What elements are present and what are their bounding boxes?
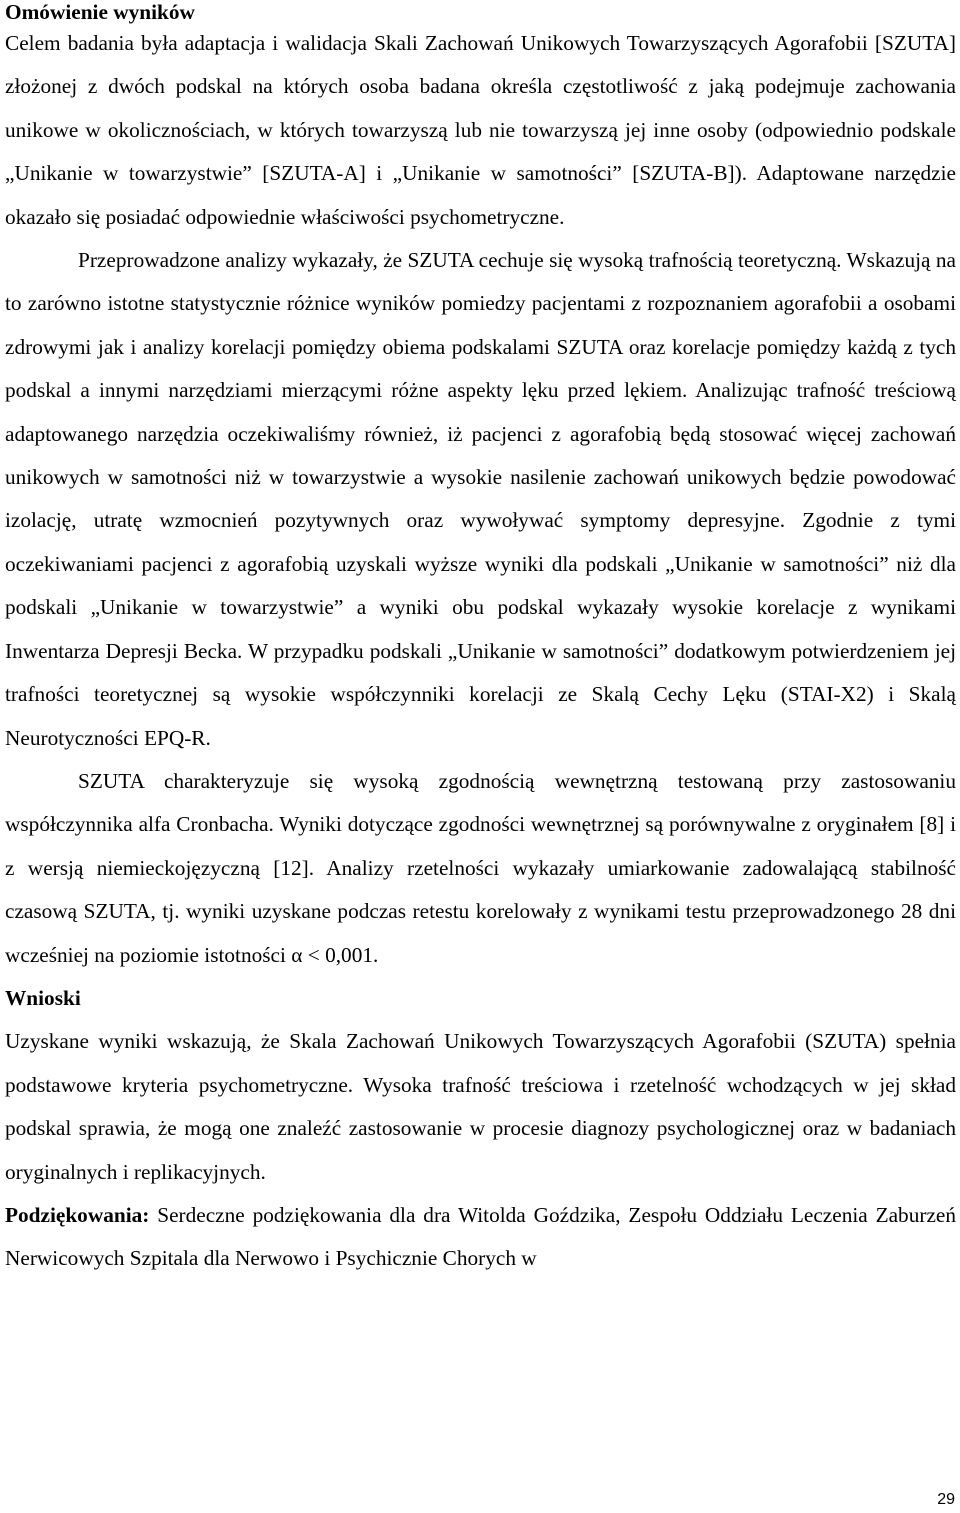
- paragraph-szuta: SZUTA charakteryzuje się wysoką zgodnością wewnętrzną testowaną przy zastosowaniu współczynnika alfa Cronbacha. Wyniki dotyczące zgodności wewnętrznej są porównywalne z oryginałem [8] i z wersją niemieckojęzyczną [12]. Analizy rzetelności wykazały umiarkowanie zadowalającą stabilność czasową SZUTA, tj. wyniki uzyskane podczas retestu korelowały z wynikami testu przeprowadzonego 28 dni wcześniej na poziomie istotności α < 0,001.: [5, 768, 956, 967]
- acknowledgements-label: Podziękowania:: [5, 1202, 150, 1227]
- paragraph-podziekowania: [5, 1194, 956, 1281]
- paragraph-celem: Celem badania była adaptacja i walidacja Skali Zachowań Unikowych Towarzyszących Agorafobii [SZUTA] złożonej z dwóch podskal na których osoba badana określa częstotliwość z jaką podejmuje zachowania unikowe w okolicznościach, w których towarzyszą lub nie towarzyszą jej inne osoby (odpowiednio podskale „Unikanie w towarzystwie” [SZUTA-A] i „Unikanie w samotności” [SZUTA-B]). Adaptowane narzędzie okazało się posiadać odpowiednie właściwości psychometryczne.: [5, 31, 956, 229]
- section-heading-wnioski: Wnioski: [5, 985, 81, 1010]
- document-page: [5, 0, 956, 1281]
- paragraph-uzyskane: Uzyskane wyniki wskazują, że Skala Zachowań Unikowych Towarzyszących Agorafobii (SZUTA) spełnia podstawowe kryteria psychometryczne. Wysoka trafność treściowa i rzetelność wchodzących w jej skład podskal sprawia, że mogą one znaleźć zastosowanie w procesie diagnozy psychologicznej oraz w badaniach oryginalnych i replikacyjnych.: [5, 1029, 956, 1184]
- acknowledgements-text: Serdeczne podziękowania dla dra Witolda Goździka, Zespołu Oddziału Leczenia Zaburzeń Nerwicowych Szpitala dla Nerwowo i Psychicznie Chorych w: [5, 1202, 956, 1271]
- section-heading-omowienie: Omówienie wyników: [5, 0, 195, 24]
- paragraph-przeprowadzone: Przeprowadzone analizy wykazały, że SZUTA cechuje się wysoką trafnością teoretyczną. Wskazują na to zarówno istotne statystycznie różnice wyników pomiedzy pacjentami z rozpoznaniem agorafobii a osobami zdrowymi jak i analizy korelacji pomiędzy obiema podskalami SZUTA oraz korelacje pomiędzy każdą z tych podskal a innymi narzędziami mierzącymi różne aspekty lęku przed lękiem. Analizując trafność treściową adaptowanego narzędzia oczekiwaliśmy również, iż pacjenci z agorafobią będą stosować więcej zachowań unikowych w samotności niż w towarzystwie a wysokie nasilenie zachowań unikowych będzie powodować izolację, utratę wzmocnień pozytywnych oraz wywoływać symptomy depresyjne. Zgodnie z tymi oczekiwaniami pacjenci z agorafobią uzyskali wyższe wyniki dla podskali „Unikanie w samotności” niż dla podskali „Unikanie w towarzystwie” a wyniki obu podskal wykazały wysokie korelacje z wynikami Inwentarza Depresji Becka. W przypadku podskali „Unikanie w samotności” dodatkowym potwierdzeniem jej trafności teoretycznej są wysokie współczynniki korelacji ze Skalą Cechy Lęku (STAI-X2) i Skalą Neurotyczności EPQ-R.: [5, 248, 956, 750]
- page-number: 29: [937, 1491, 955, 1508]
